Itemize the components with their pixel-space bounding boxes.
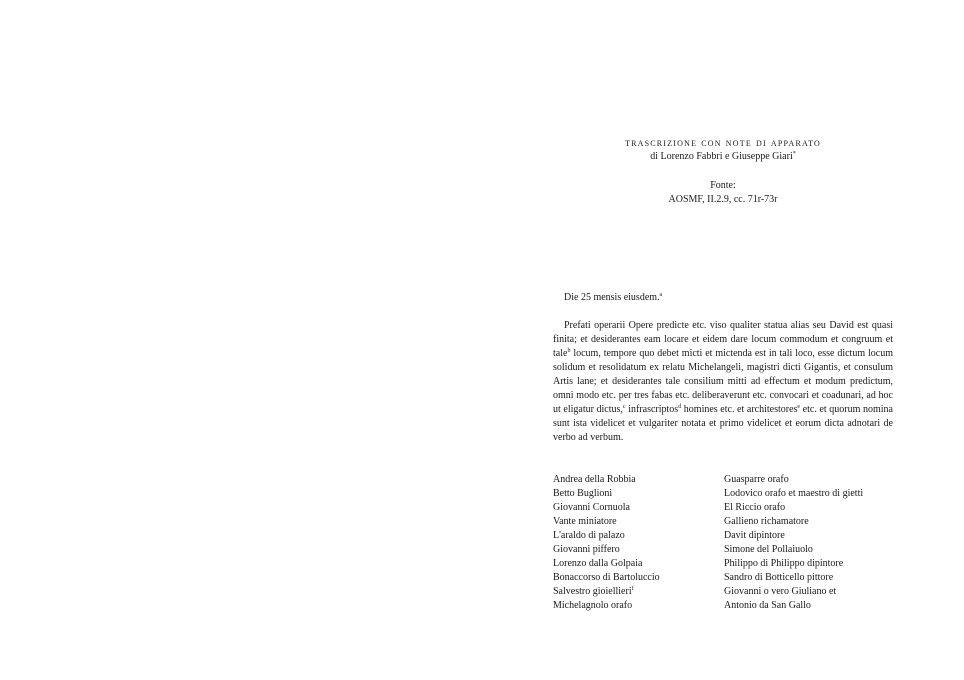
source-reference: AOSMF, II.2.9, cc. 71r-73r: [668, 194, 778, 205]
list-item: Bonaccorso di Bartoluccio: [553, 572, 660, 583]
paragraph-part-2: locum, tempore quo debet micti et mictenda est in tali loco, esse dictum locum solidum et resolidatum ex relatu Michelangeli, magistri dicti Gigantis, et consulum Artis lane; et desiderantes tale consilium mitti ad effectum et modum predictum, omni modo etc. per tres fabas etc. deliberaverunt etc. convocari et coadunari, ad hoc ut eligatur dictus,: [553, 348, 893, 415]
names-column-left: [553, 473, 660, 613]
list-item: Giovanni piffero: [553, 544, 620, 555]
source-label: Fonte:: [710, 180, 736, 191]
list-item: Lodovico orafo et maestro di gietti: [724, 488, 864, 499]
paragraph-part-1: Prefati operarii Opere predicte etc. viso qualiter statua alias seu David est quasi finita; et desiderantes eam locare et eidem dare locum commodum et congruum et tale: [553, 320, 893, 359]
list-item: Vante miniatore: [553, 516, 617, 527]
list-item: Lorenzo dalla Golpaia: [553, 558, 643, 569]
footnote-marker-e: e: [797, 404, 801, 410]
paragraph-part-4: homines etc. et architestores: [681, 404, 798, 415]
footnote-marker-d: d: [678, 404, 682, 410]
names-column-right: [724, 473, 863, 613]
paragraph-part-5: etc. et quorum nomina sunt ista videlicet et vulgariter notata et primo videlicet et eorum dicta adnotari de verbo ad verbum.: [553, 404, 893, 443]
paragraph-part-3: infrascriptos: [625, 404, 679, 415]
footnote-marker-c: c: [622, 404, 626, 410]
document-heading: [553, 136, 893, 207]
authors-footnote-marker: *: [792, 151, 796, 157]
list-item: Betto Buglioni: [553, 488, 613, 499]
transcription-paragraph: [553, 319, 893, 445]
source-block: [553, 179, 893, 207]
list-item: El Riccio orafo: [724, 502, 786, 513]
list-item: Gallieno richamatore: [724, 516, 809, 527]
list-item: Andrea della Robbia: [553, 474, 636, 485]
list-item: Guasparre orafo: [724, 474, 789, 485]
list-item: Giovanni o vero Giuliano et: [724, 586, 837, 597]
list-item: Davit dipintore: [724, 530, 785, 541]
list-item-text: Salvestro gioiellieri: [553, 586, 632, 597]
intro-text: Die 25 mensis eiusdem.: [564, 292, 660, 303]
list-item: Philippo di Philippo dipintore: [724, 558, 844, 569]
list-item: Michelagnolo orafo: [553, 600, 633, 611]
list-item: Simone del Pollaiuolo: [724, 544, 813, 555]
footnote-marker-b: b: [567, 348, 571, 354]
list-item: Giovanni Cornuola: [553, 502, 630, 513]
list-item-with-note: [553, 585, 660, 599]
list-item: Sandro di Botticello pittore: [724, 572, 834, 583]
footnote-marker-a: a: [659, 292, 663, 298]
authors-text: di Lorenzo Fabbri e Giuseppe Giari: [650, 151, 793, 162]
footnote-marker-f: f: [631, 586, 634, 592]
authors-line: [553, 150, 893, 164]
intro-line: [553, 291, 893, 305]
page-title: trascrizione con note di apparato: [624, 137, 821, 149]
list-item: Antonio da San Gallo: [724, 600, 811, 611]
list-item: L'araldo di palazo: [553, 530, 625, 541]
